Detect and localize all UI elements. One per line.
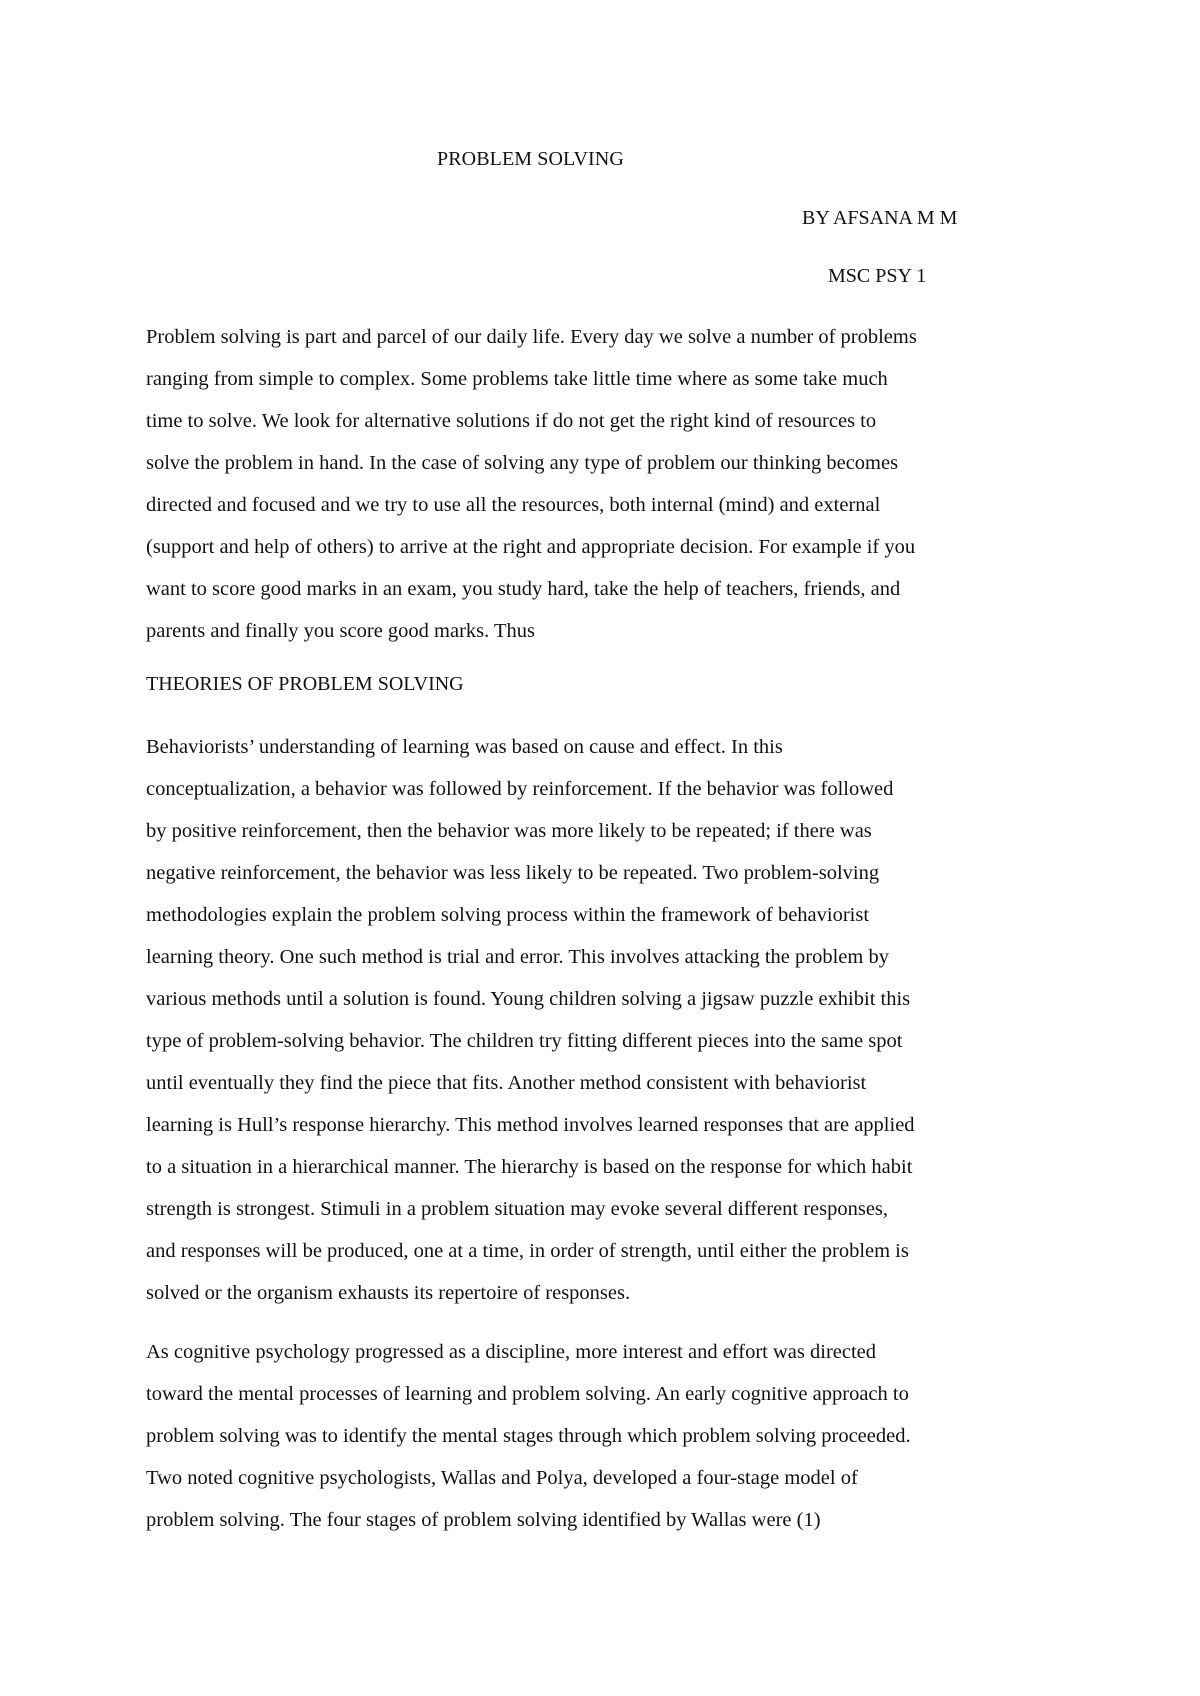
text-line: conceptualization, a behavior was followed by reinforcement. If the behavior was followed xyxy=(146,778,894,800)
text-line: learning theory. One such method is trial and error. This involves attacking the problem by xyxy=(146,946,889,968)
text-line: by positive reinforcement, then the behavior was more likely to be repeated; if there was xyxy=(146,820,872,842)
text-line: (support and help of others) to arrive at the right and appropriate decision. For example if you xyxy=(146,536,916,558)
author-line: BY AFSANA M M xyxy=(802,207,958,229)
text-line: toward the mental processes of learning and problem solving. An early cognitive approach to xyxy=(146,1383,909,1405)
text-line: problem solving was to identify the mental stages through which problem solving proceeded. xyxy=(146,1425,911,1447)
document-title: PROBLEM SOLVING xyxy=(437,148,624,170)
text-line: methodologies explain the problem solving process within the framework of behaviorist xyxy=(146,904,870,926)
paragraph-cognitive xyxy=(146,1331,1071,1541)
text-line: to a situation in a hierarchical manner. The hierarchy is based on the response for which habit xyxy=(146,1156,913,1178)
text-line: solve the problem in hand. In the case of solving any type of problem our thinking becomes xyxy=(146,452,899,474)
text-line: until eventually they find the piece that fits. Another method consistent with behaviorist xyxy=(146,1072,867,1094)
text-line: Problem solving is part and parcel of our daily life. Every day we solve a number of problems xyxy=(146,326,917,348)
text-line: ranging from simple to complex. Some problems take little time where as some take much xyxy=(146,368,888,390)
text-line: parents and finally you score good marks. Thus xyxy=(146,620,536,642)
paragraph-intro xyxy=(146,316,1071,652)
paragraph-behaviorist xyxy=(146,726,1071,1314)
text-line: Behaviorists’ understanding of learning was based on cause and effect. In this xyxy=(146,736,783,758)
text-line: learning is Hull’s response hierarchy. This method involves learned responses that are applied xyxy=(146,1114,915,1136)
text-line: and responses will be produced, one at a time, in order of strength, until either the problem is xyxy=(146,1240,909,1262)
text-line: strength is strongest. Stimuli in a problem situation may evoke several different responses, xyxy=(146,1198,889,1220)
text-line: problem solving. The four stages of problem solving identified by Wallas were (1) xyxy=(146,1509,821,1531)
text-line: negative reinforcement, the behavior was less likely to be repeated. Two problem-solving xyxy=(146,862,880,884)
section-heading: THEORIES OF PROBLEM SOLVING xyxy=(146,673,464,695)
text-line: want to score good marks in an exam, you study hard, take the help of teachers, friends, and xyxy=(146,578,901,600)
text-line: directed and focused and we try to use all the resources, both internal (mind) and external xyxy=(146,494,881,516)
text-line: various methods until a solution is found. Young children solving a jigsaw puzzle exhibit this xyxy=(146,988,911,1010)
text-line: time to solve. We look for alternative solutions if do not get the right kind of resources to xyxy=(146,410,877,432)
text-line: type of problem-solving behavior. The children try fitting different pieces into the same spot xyxy=(146,1030,903,1052)
course-line: MSC PSY 1 xyxy=(828,265,927,287)
text-line: Two noted cognitive psychologists, Wallas and Polya, developed a four-stage model of xyxy=(146,1467,858,1489)
text-line: solved or the organism exhausts its repertoire of responses. xyxy=(146,1282,631,1304)
text-line: As cognitive psychology progressed as a discipline, more interest and effort was directed xyxy=(146,1341,877,1363)
